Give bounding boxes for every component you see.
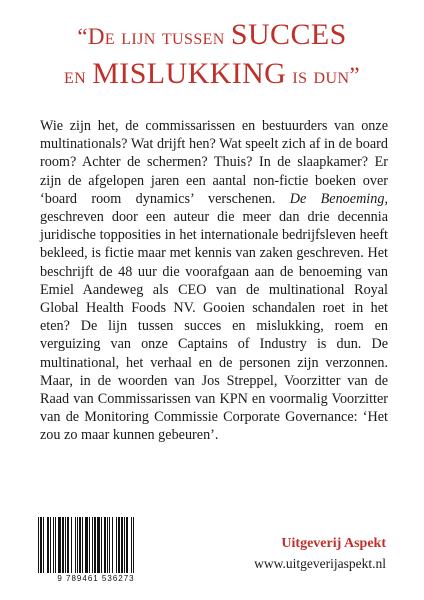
blurb-text: Wie zijn het, de commissarissen en bestuurders van onze multinationals? Wat drijft hen? Wat speelt zich af in de board room? Achter de schermen? Thuis? In de slaapkamer? Er zijn de afgelopen jaren een aantal non-fictie boeken over ‘board room dynamics’ verschenen. De Benoeming, geschreven door een auteur die meer dan drie decennia juridische topposities in het internationale bedrijfsleven heeft bekleed, is fictie maar met kennis van zaken geschreven. Het beschrijft de 48 uur die voorafgaan aan de benoeming van Emiel Aandeweg als CEO van de multinational Royal Global Health Foods NV. Gooien schandalen roet in het eten? De lijn tussen succes en mislukking, roem en verguizing van onze Captains of Industry is dun. De multinational, het verhaal en de personen zijn verzonnen. Maar, in de woorden van Jos Streppel, Voorzitter van de Raad van Commissarissen van KPN en voormalig Voorzitter van de Monitoring Commissie Corporate Governance: ‘Het zou zo maar kunnen gebeuren’. — [40, 118, 388, 444]
headline-line-2: en MISLUKKING is dun” — [63, 57, 361, 90]
publisher-name: Uitgeverij Aspekt — [281, 536, 386, 551]
book-title: De Benoeming — [289, 190, 385, 207]
headline-quote — [24, 18, 400, 96]
headline-line-1: “De lijn tussen SUCCES — [77, 18, 347, 51]
barcode-icon — [36, 517, 156, 573]
isbn-digits: 9 789461 536273 — [57, 574, 135, 583]
publisher-website[interactable]: www.uitgeverijaspekt.nl — [254, 556, 386, 571]
barcode — [36, 517, 156, 577]
